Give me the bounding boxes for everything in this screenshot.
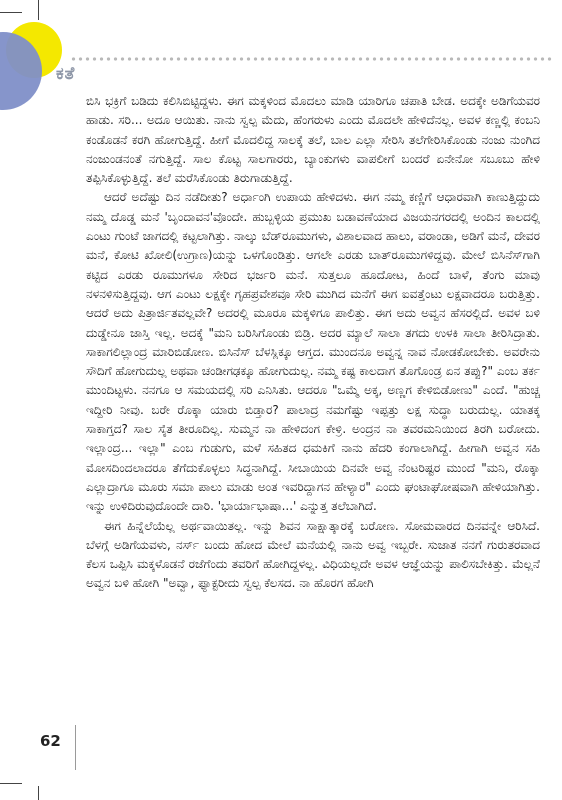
crop-mark-top-horizontal xyxy=(0,12,22,13)
section-label: ಕತೆ xyxy=(56,64,76,84)
crop-mark-bottom-horizontal xyxy=(0,783,22,784)
story-text xyxy=(86,92,540,594)
crop-mark-bottom-vertical xyxy=(38,786,39,800)
paragraph-1: ಬಿಸಿ ಭಕ್ರಿಗೆ ಬಡಿದು ಕಲಿಸಿಬಿಟ್ಟಿದ್ದಳು. ಈಗ ಮಕ್ಕಳಿಂದ ಮೊದಲು ಮಾಡಿ ಯಾರಿಗೂ ಚಪಾತಿ ಬೇಡ. ಅದಕ್ಕೇ ಅಡಿಗೆಯವರ ಹಾಡು. ಸರಿ... ಅದೂ ಆಯಿತು. ನಾನು ಸ್ವಲ್ಪ ಮೆದು, ಹೆಂಗರುಳು ಎಂದು ಮೊದಲೇ ಹೇಳಿದೆನಲ್ಲ. ಅವಳ ಕಣ್ಣಲ್ಲಿ ಕಂಬನಿ ಕಂಡೊಡನೆ ಕರಗಿ ಹೋಗುತ್ತಿದ್ದೆ. ಹೀಗೆ ಮೊದಲಿದ್ದ ಸಾಲಕ್ಕೆ ತಲೆ, ಬಾಲ ಎಲ್ಲಾ ಸೇರಿಸಿ ತಲೆಗೇರಿಸಿಕೊಂಡು ನಂಜು ನುಂಗಿದ ನಂಜುಂಡನಂತೆ ನಗುತ್ತಿದ್ದೆ. ಸಾಲ ಕೊಟ್ಟ ಸಾಲಗಾರರು, ಬ್ಯಾಂಕುಗಳು ವಾಪಲೀಗೆ ಬಂದರೆ ಏನೇನೋ ಸಬೂಬು ಹೇಳಿ ತಪ್ಪಿಸಿಕೊಳ್ಳುತ್ತಿದ್ದೆ. ತಲೆ ಮರೆಸಿಕೊಂಡು ತಿರುಗಾಡುತ್ತಿದ್ದೆ. xyxy=(86,94,540,186)
paragraph-3: ಈಗ ಹಿನ್ನೆಲೆಯೆಲ್ಲ ಅರ್ಥವಾಯಿತಲ್ಲ. ಇನ್ನು ಶಿವನ ಸಾಕ್ಷಾತ್ಕಾರಕ್ಕೆ ಬರೋಣ. ಸೋಮವಾರದ ದಿನವನ್ನೇ ಆರಿಸಿದೆ. ಬೆಳಗ್ಗೆ ಅಡಿಗೆಯವಳು, ನರ್ಸ್ ಬಂದು ಹೋದ ಮೇಲೆ ಮನೆಯಲ್ಲಿ ನಾನು ಅವ್ವ ಇಬ್ಬರೇ. ಸುಜಾತ ನನಗೆ ಗುರುತರವಾದ ಕೆಲಸ ಒಪ್ಪಿಸಿ ಮಕ್ಕಳೊಡನೆ ರಜೆಗೆಂದು ತವರಿಗೆ ಹೋಗಿದ್ದಳಲ್ಲ. ವಿಧಿಯಲ್ಲದೇ ಅವಳ ಆಜ್ಞೆಯನ್ನು ಪಾಲಿಸಬೇಕಿತ್ತು. ಮೆಲ್ಲನೆ ಅವ್ವನ ಬಳಿ ಹೋಗಿ "ಅವ್ವಾ, ಫ್ಯಾಕ್ಟರೀದು ಸ್ವಲ್ಪ ಕೆಲಸದ. ನಾ ಹೊರಗ ಹೋಗಿ xyxy=(86,518,540,591)
crop-mark-top-vertical xyxy=(38,0,39,20)
page-number-divider xyxy=(75,725,76,770)
dotted-header-rule xyxy=(70,56,552,62)
page-number: 62 xyxy=(40,732,61,750)
paragraph-2: ಆದರೆ ಅದೆಷ್ಟು ದಿನ ನಡೆದೀತು? ಅರ್ಧಾಂಗಿ ಉಪಾಯ ಹೇಳಿದಳು. ಈಗ ನಮ್ಮ ಕಣ್ಣಿಗೆ ಆಧಾರವಾಗಿ ಕಾಣುತ್ತಿದ್ದುದು ನಮ್ಮ ದೊಡ್ಡ ಮನೆ 'ಬೃಂದಾವನ'ವೊಂದೇ. ಹುಬ್ಬಳ್ಳಿಯ ಪ್ರಮುಖ ಬಡಾವಣೆಯಾದ ವಿಜಯನಗರದಲ್ಲಿ ಅಂದಿನ ಕಾಲದಲ್ಲಿ ಎಂಟು ಗುಂಟೆ ಜಾಗದಲ್ಲಿ ಕಟ್ಟಲಾಗಿತ್ತು. ನಾಲ್ಕು ಬೆಡ್‌ರೂಮುಗಳು, ವಿಶಾಲವಾದ ಹಾಲು, ವರಾಂಡಾ, ಅಡಿಗೆ ಮನೆ, ದೇವರ ಮನೆ, ಕೋಟಿ ಖೋಲಿ(ಉಗ್ರಾಣ)ಯನ್ನು ಒಳಗೊಂಡಿತ್ತು. ಆಗಲೇ ಎರಡು ಬಾತ್‌ರೂಮುಗಳಿದ್ದವು. ಮೇಲೆ ಬಿಸಿನೆಸ್‌ಗಾಗಿ ಕಟ್ಟಿದ ಎರಡು ರೂಮುಗಳೂ ಸೇರಿದ ಭರ್ಜರಿ ಮನೆ. ಸುತ್ತಲೂ ಹೂದೋಟ, ಹಿಂದೆ ಬಾಳೆ, ತೆಂಗು ಮಾವು ನಳನಳಿಸುತ್ತಿದ್ದವು. ಆಗ ಎಂಟು ಲಕ್ಷಕ್ಕೇ ಗೃಹಪ್ರವೇಶವೂ ಸೇರಿ ಮುಗಿದ ಮನೆಗೆ ಈಗ ಐವತ್ತೆಂಟು ಲಕ್ಷವಾದರೂ ಬರುತ್ತಿತ್ತು. ಆದರೆ ಅದು ಪಿತ್ರಾರ್ಜಿತವಲ್ಲವೇ? ಅದರಲ್ಲಿ ಮೂರೂ ಮಕ್ಕಳಿಗೂ ಪಾಲಿತ್ತು. ಈಗ ಅದು ಅವ್ವನ ಹೆಸರಲ್ಲಿದೆ. ಅವಳ ಬಳಿ ದುಡ್ಡೇನೂ ಜಾಸ್ತಿ ಇಲ್ಲ. ಅದಕ್ಕೆ "ಮನಿ ಬರಿಸಿಗೊಂಡು ಬಿಡ್ರಿ. ಅದರ ಮ್ಯಾಲೆ ಸಾಲಾ ತಗದು ಉಳಕಿ ಸಾಲಾ ತೀರಿಸಿದ್ರಾತು. ಸಾಕಾಗಲಿಲ್ಲಾಂದ್ರ ಮಾರಿಬಿಡೋಣ. ಬಿಸಿನೆಸ್ ಬೆಳಸ್ಲಿಕ್ಕೂ ಆಗ್ತದ. ಮುಂದನೂ ಅವ್ವನ್ನ ನಾವ ನೋಡಕೋಬೇಕು. ಅವರೇನು ಸೌದಿಗೆ ಹೋಗುದುಲ್ಲ ಅಥವಾ ಚಂಡೀಗಢಕ್ಕೂ ಹೋಗುದುಲ್ಲ. ನಮ್ಮ ಕಷ್ಟ ಕಾಲದಾಗ ತೊಗೊಂಡ್ರ ಏನ ತಪ್ಪು?" ಎಂಬ ತರ್ಕ ಮುಂದಿಟ್ಟಳು. ನನಗೂ ಆ ಸಮಯದಲ್ಲಿ ಸರಿ ಎನಿಸಿತು. ಆದರೂ "ಒಮ್ಮೆ ಅಕ್ಕ, ಅಣ್ಣಗ ಕೇಳಿಬಿಡೋಣು" ಎಂದೆ. "ಹುಚ್ಚ ಇದ್ದೀರಿ ನೀವು. ಬರೇ ರೊಕ್ಕಾ ಯಾರು ಬಿಡ್ತಾರ? ಪಾಲಾದ್ರ ನಮಗೆಷ್ಟು ಇಪ್ಪತ್ತು ಲಕ್ಷ ಸುದ್ಧಾ ಬರುದುಲ್ಲ. ಯಾತಕ್ಕ ಸಾಕಾಗ್ತದ? ಸಾಲ ಸೈತ ತೀರೂದಿಲ್ಲ. ಸುಮ್ಮನ ನಾ ಹೇಳಿದಂಗ ಕೇಳ್ರಿ. ಅಂದ್ರನ ನಾ ತವರಮನಿಯಿಂದ ತಿರಗಿ ಬರೋದು. ಇಲ್ಲಾಂದ್ರ... ಇಲ್ಲಾ" ಎಂಬ ಗುಡುಗು, ಮಳೆ ಸಹಿತದ ಧಮಕಿಗೆ ನಾನು ಹೆದರಿ ಕಂಗಾಲಾಗಿದ್ದೆ. ಹೀಗಾಗಿ ಅವ್ವನ ಸಹಿ ಮೋಸದಿಂದಲಾದರೂ ತೆಗೆದುಕೊಳ್ಳಲು ಸಿದ್ಧನಾಗಿದ್ದೆ. ಸೀಬಾಯಿಯ ದಿನವೇ ಅವ್ವ ನೆಂಟರಿಷ್ಟರ ಮುಂದೆ "ಮನಿ, ರೊಕ್ಕಾ ಎಲ್ಲಾದ್ರಾಗೂ ಮೂರು ಸಮಾ ಪಾಲು ಮಾಡು ಅಂತ ಇವರಿದ್ದಾಗನ ಹೇಳ್ಯಾರ" ಎಂದು ಘಂಟಾಘೋಷವಾಗಿ ಹೇಳಿಯಾಗಿತ್ತು. ಇನ್ನು ಉಳಿದಿರುವುದೊಂದೇ ದಾರಿ. 'ಭಾರ್ಯಾಭಾಷಾ...' ಎನ್ನುತ್ತ ತಲೆಬಾಗಿದೆ. xyxy=(86,190,540,514)
